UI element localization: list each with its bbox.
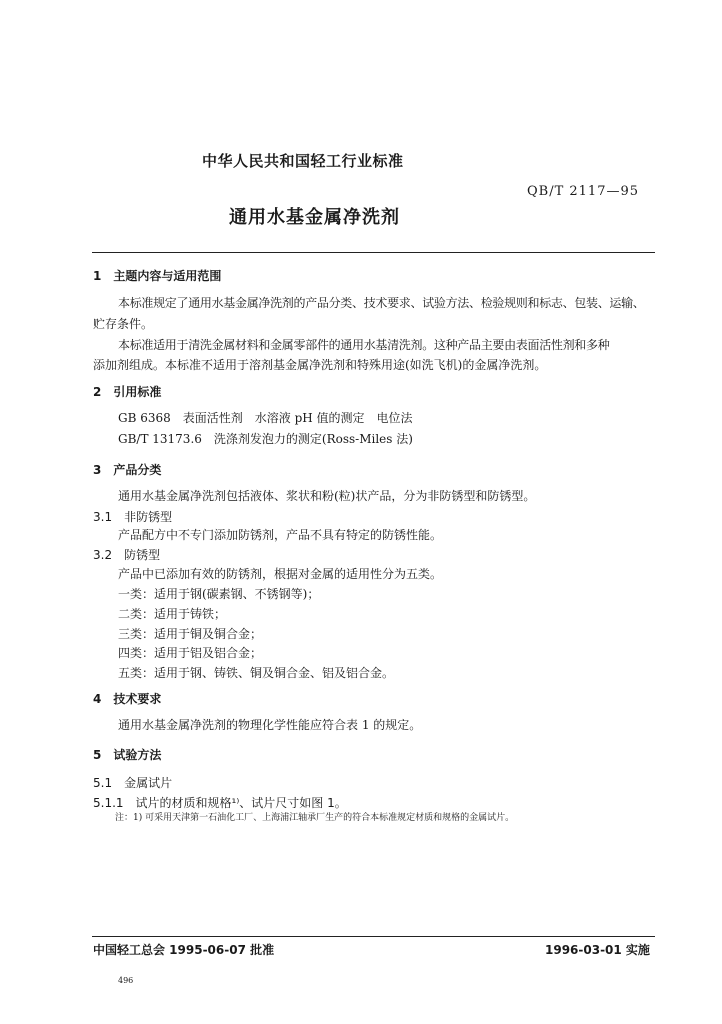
section-4-text: 通用水基金属净洗剂的物理化学性能应符合表 1 的规定。 bbox=[118, 718, 422, 732]
section-3-intro: 通用水基金属净洗剂包括液体、浆状和粉(粒)状产品，分为非防锈型和防锈型。 bbox=[118, 489, 536, 503]
class-1-item: 一类：适用于钢(碳素钢、不锈钢等)； bbox=[118, 587, 320, 601]
subsection-3-1-text: 产品配方中不专门添加防锈剂，产品不具有特定的防锈性能。 bbox=[118, 528, 443, 542]
section-1-heading: 1 主题内容与适用范围 bbox=[93, 269, 222, 283]
section-3-heading: 3 产品分类 bbox=[93, 463, 162, 477]
standard-number: QB/T 2117—95 bbox=[527, 184, 640, 199]
section-1-paragraph-2a: 本标准适用于清洗金属材料和金属零部件的通用水基清洗剂。这种产品主要由表面活性剂和多种 bbox=[118, 338, 610, 352]
section-1-paragraph-1a: 本标准规定了通用水基金属净洗剂的产品分类、技术要求、试验方法、检验规则和标志、包装、运输、 bbox=[118, 296, 645, 310]
page-number: 496 bbox=[118, 976, 134, 985]
class-5-item: 五类：适用于钢、铸铁、铜及铜合金、铝及铝合金。 bbox=[118, 666, 395, 680]
subsection-3-1-title: 3.1 非防锈型 bbox=[93, 510, 173, 524]
footer-rule bbox=[92, 936, 655, 937]
class-3-item: 三类：适用于铜及铜合金； bbox=[118, 627, 263, 641]
subsection-5-1-1-title: 5.1.1 试片的材质和规格¹⁾、试片尺寸如图 1。 bbox=[93, 796, 347, 810]
reference-gbt13173: GB/T 13173.6 洗涤剂发泡力的测定(Ross-Miles 法) bbox=[118, 432, 413, 446]
class-2-item: 二类：适用于铸铁； bbox=[118, 607, 227, 621]
reference-gb6368: GB 6368 表面活性剂 水溶液 pH 值的测定 电位法 bbox=[118, 411, 413, 425]
section-2-heading: 2 引用标准 bbox=[93, 385, 162, 399]
class-4-item: 四类：适用于铝及铝合金； bbox=[118, 646, 263, 660]
header-rule bbox=[92, 252, 655, 253]
section-1-paragraph-2b: 添加剂组成。本标准不适用于溶剂基金属净洗剂和特殊用途(如洗飞机)的金属净洗剂。 bbox=[93, 358, 547, 372]
org-title: 中华人民共和国轻工行业标准 bbox=[202, 152, 404, 170]
subsection-5-1-title: 5.1 金属试片 bbox=[93, 776, 173, 790]
section-4-heading: 4 技术要求 bbox=[93, 692, 162, 706]
approval-line: 中国轻工总会 1995-06-07 批准 bbox=[93, 943, 275, 957]
subsection-3-2-title: 3.2 防锈型 bbox=[93, 548, 161, 562]
subsection-3-2-text: 产品中已添加有效的防锈剂，根据对金属的适用性分为五类。 bbox=[118, 567, 443, 581]
footnote: 注：1) 可采用天津第一石油化工厂、上海浦江轴承厂生产的符合本标准规定材质和规格的金属试片。 bbox=[115, 813, 515, 823]
section-1-paragraph-1b: 贮存条件。 bbox=[93, 317, 154, 331]
section-5-heading: 5 试验方法 bbox=[93, 748, 162, 762]
document-title: 通用水基金属净洗剂 bbox=[229, 207, 400, 228]
effective-date-line: 1996-03-01 实施 bbox=[545, 943, 650, 957]
